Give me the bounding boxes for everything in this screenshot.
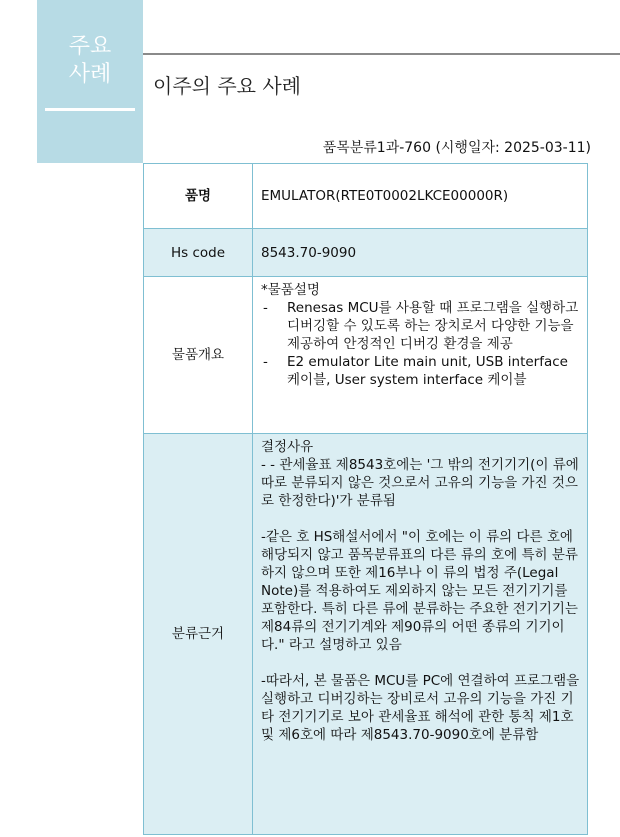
- ruling-table: [143, 163, 588, 835]
- hs-code-value: 8543.70-9090: [253, 229, 588, 277]
- table-row-basis: [144, 434, 588, 835]
- page-title: 이주의 주요 사례: [153, 74, 301, 98]
- basis-heading: 결정사유: [261, 439, 314, 455]
- summary-bullet: - E2 emulator Lite main unit, USB interface 케이블, User system interface 케이블: [261, 353, 580, 389]
- document-reference: 품목분류1과-760 (시행일자: 2025-03-11): [322, 140, 591, 156]
- basis-paragraph: - - 관세율표 제8543호에는 '그 밖의 전기기기(이 류에 따로 분류되지 않은 것으로서 고유의 기능을 가진 것으로 한정한다)'가 분류됨: [261, 457, 579, 509]
- item-name-label: 품명: [144, 164, 253, 229]
- basis-label: 분류근거: [144, 434, 253, 835]
- summary-value: [253, 277, 588, 434]
- summary-bullet-list: [261, 299, 580, 389]
- table-row-item-name: [144, 164, 588, 229]
- basis-paragraph: -같은 호 HS해설서에서 "이 호에는 이 류의 다른 호에 해당되지 않고 품목분류표의 다른 류의 호에 특히 분류하지 않으며 또한 제16부나 이 류의 법정 주(Legal Note)를 적용하여도 제외하지 않는 모든 전기기기를 포함한다. 특히 다른 류에 분류하는 주요한 전기기기는 제84류의 전기기계와 제90류의 어떤 종류의 기기이다." 라고 설명하고 있음: [261, 529, 578, 653]
- basis-value: [253, 434, 588, 835]
- table-row-summary: [144, 277, 588, 434]
- header-divider: [143, 53, 620, 55]
- hs-code-label: Hs code: [144, 229, 253, 277]
- summary-heading: *물품설명: [261, 282, 320, 298]
- table-row-hs-code: [144, 229, 588, 277]
- section-tab-label: 주요 사례: [68, 34, 112, 87]
- summary-label: 물품개요: [144, 277, 253, 434]
- summary-bullet: - Renesas MCU를 사용할 때 프로그램을 실행하고 디버깅할 수 있도록 하는 장치로서 다양한 기능을 제공하여 안정적인 디버깅 환경을 제공: [261, 299, 580, 353]
- basis-paragraph: -따라서, 본 물품은 MCU를 PC에 연결하여 프로그램을 실행하고 디버깅하는 장비로서 고유의 기능을 가진 기타 전기기기로 보아 관세율표 해석에 관한 통칙 제1호 및 제6호에 따라 제8543.70-9090호에 분류함: [261, 673, 580, 743]
- section-tab-underline: [45, 108, 135, 111]
- item-name-value: EMULATOR(RTE0T0002LKCE00000R): [253, 164, 588, 229]
- section-tab: [37, 0, 143, 163]
